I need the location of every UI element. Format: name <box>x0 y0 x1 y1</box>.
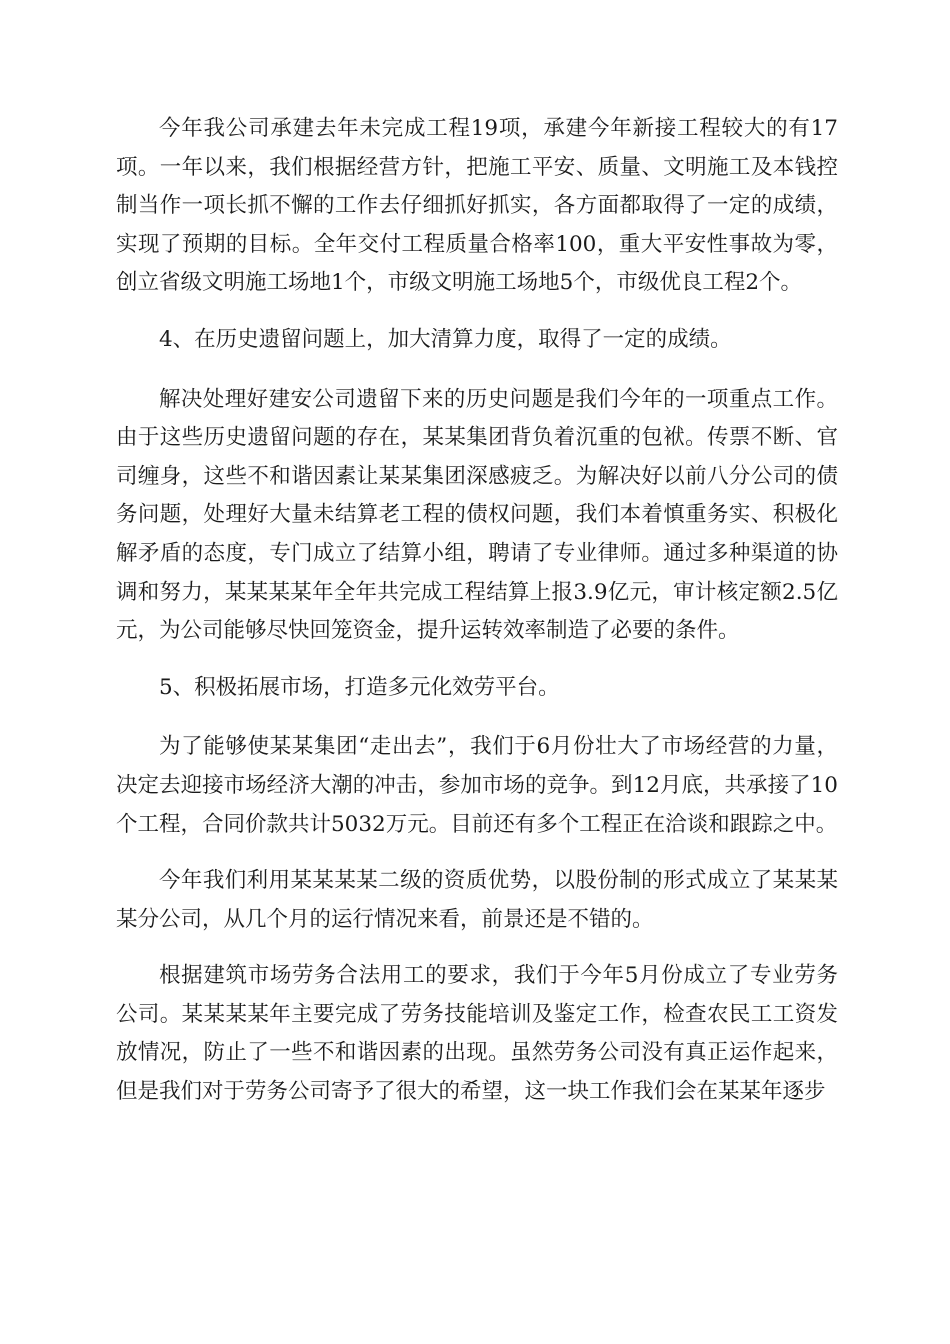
section-heading-market-expansion: 5、积极拓展市场，打造多元化效劳平台。 <box>159 674 560 700</box>
paragraph-legacy-issues: 解决处理好建安公司遗留下来的历史问题是我们今年的一项重点工作。由于这些历史遗留问题的存在，某某集团背负着沉重的包袱。传票不断、官司缠身，这些不和谐因素让某某集团深感疲乏。为解决好以前八分公司的债务问题，处理好大量未结算老工程的债权问题，我们本着慎重务实、积极化解矛盾的态度，专门成立了结算小组，聘请了专业律师。通过多种渠道的协调和努力，某某某某年全年共完成工程结算上报3.9亿元，审计核定额2.5亿元，为公司能够尽快回笼资金，提升运转效率制造了必要的条件。 <box>116 386 838 644</box>
paragraph-branch-company: 今年我们利用某某某某二级的资质优势，以股份制的形式成立了某某某某分公司，从几个月的运行情况来看，前景还是不错的。 <box>116 868 838 932</box>
section-heading-legacy-issues: 4、在历史遗留问题上，加大清算力度，取得了一定的成绩。 <box>159 326 732 352</box>
paragraph-project-results: 今年我公司承建去年未完成工程19项，承建今年新接工程较大的有17项。一年以来，我们根据经营方针，把施工平安、质量、文明施工及本钱控制当作一项长抓不懈的工作去仔细抓好抓实，各方面都取得了一定的成绩，实现了预期的目标。全年交付工程质量合格率100，重大平安性事故为零，创立省级文明施工场地1个，市级文明施工场地5个，市级优良工程2个。 <box>116 116 838 296</box>
paragraph-going-out: 为了能够使某某集团“走出去”，我们于6月份壮大了市场经营的力量，决定去迎接市场经济大潮的冲击，参加市场的竞争。到12月底，共承接了10个工程，合同价款共计5032万元。目前还有多个工程正在洽谈和跟踪之中。 <box>116 734 838 837</box>
paragraph-labor-company: 根据建筑市场劳务合法用工的要求，我们于今年5月份成立了专业劳务公司。某某某某年主要完成了劳务技能培训及鉴定工作，检查农民工工资发放情况，防止了一些不和谐因素的出现。虽然劳务公司没有真正运作起来，但是我们对于劳务公司寄予了很大的希望，这一块工作我们会在某某年逐步 <box>116 963 838 1105</box>
document-body <box>116 110 838 1130</box>
